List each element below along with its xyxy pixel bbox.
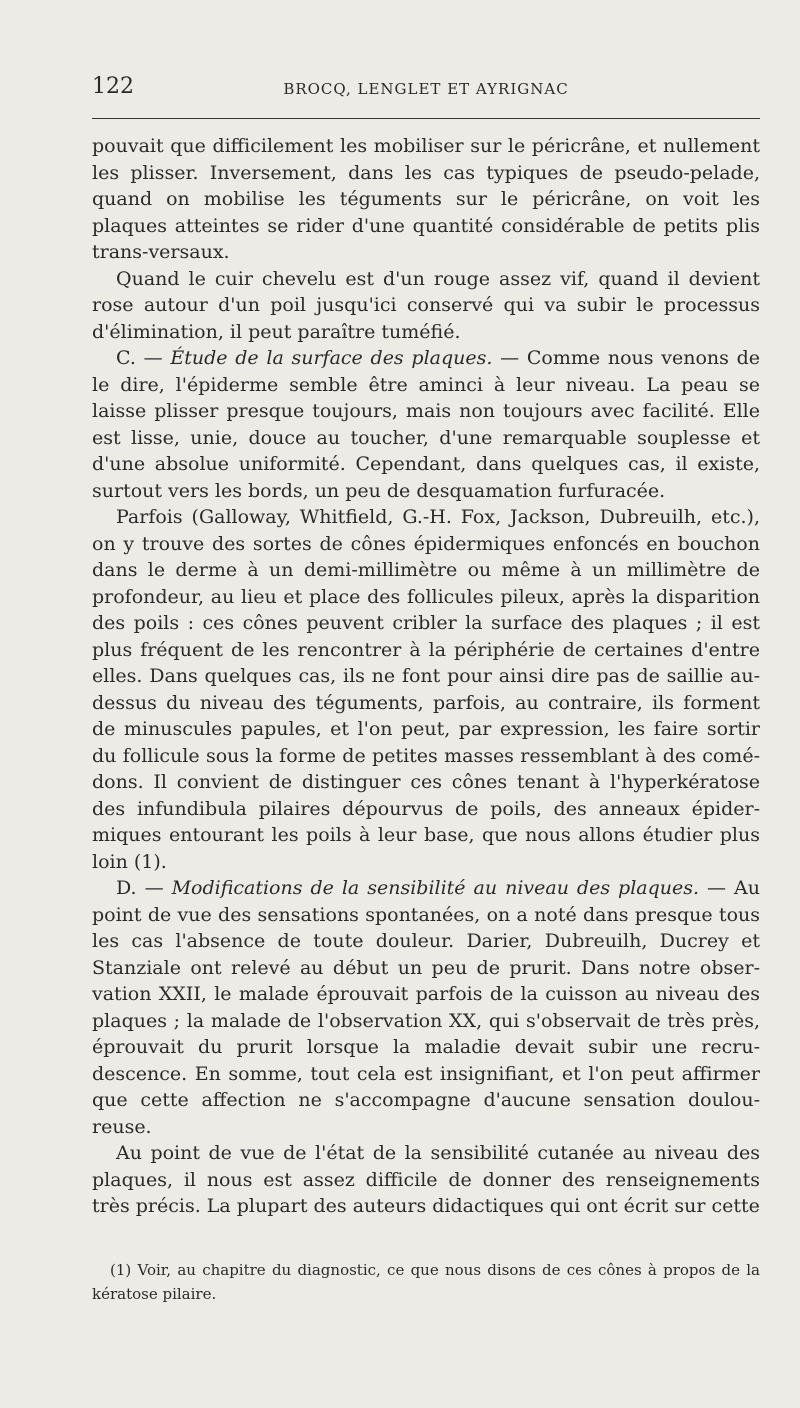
- section-paragraph: [92, 875, 760, 1140]
- paragraph: Parfois (Galloway, Whitfield, G.-H. Fox, Jackson, Dubreuilh, etc.), on y trouve des sortes de cônes épidermiques enfoncés en bouchon dans le derme à un demi-millimètre ou même à un millimètre de profondeur, au lieu et place des follicules pileux, après la disparition des poils : ces cônes peuvent cribler la surface des plaques ; il est plus fréquent de les rencontrer à la périphérie de certaines d'entre elles. Dans quelques cas, ils ne font pour ainsi dire pas de saillie au-dessus du niveau des téguments, parfois, au contraire, ils forment de minuscules papules, et l'on peut, par expression, les faire sortir du follicule sous la forme de petites masses ressemblant à des comé-dons. Il convient de distinguer ces cônes tenant à l'hyperkératose des infundibula pilaires dépourvus de poils, des anneaux épider-miques entourant les poils à leur base, que nous allons étudier plus loin (1).: [92, 506, 760, 873]
- section-title: Étude de la surface des plaques.: [170, 347, 493, 369]
- section-paragraph: [92, 345, 760, 504]
- section-lead: D. —: [116, 877, 172, 899]
- section-text: — Comme nous venons de le dire, l'épiderme semble être aminci à leur niveau. La peau se laisse plisser presque toujours, mais non toujours avec facilité. Elle est lisse, unie, douce au toucher, d'une remarquable souplesse et d'une absolue uniformité. Cependant, dans quelques cas, il existe, surtout vers les bords, un peu de desquamation furfuracée.: [92, 347, 761, 502]
- running-head: BROCQ, LENGLET ET AYRIGNAC: [283, 80, 569, 98]
- page-number: 122: [92, 74, 134, 99]
- section-title: Modifications de la sensibilité au niveau des plaques.: [171, 877, 700, 899]
- paragraph: Quand le cuir chevelu est d'un rouge assez vif, quand il devient rose autour d'un poil jusqu'ici conservé qui va subir le processus d'élimination, il peut paraître tuméfié.: [92, 267, 760, 343]
- section-lead: C. —: [116, 347, 171, 369]
- footnote: (1) Voir, au chapitre du diagnostic, ce que nous disons de ces cônes à propos de la kératose pilaire.: [92, 1261, 760, 1303]
- page-header: [92, 74, 760, 104]
- paragraph: Au point de vue de l'état de la sensibilité cutanée au niveau des plaques, il nous est assez difficile de donner des renseignements très précis. La plupart des auteurs didactiques qui ont écrit sur cette: [92, 1142, 760, 1217]
- footnotes: [92, 1258, 760, 1306]
- paragraph: pouvait que difficilement les mobiliser sur le péricrâne, et nullement les plisser. Inversement, dans les cas typiques de pseudo-pelade, quand on mobilise les téguments sur le péricrâne, on voit les plaques atteintes se rider d'une quantité considérable de petits plis trans-versaux.: [92, 135, 760, 263]
- body-text: [92, 133, 760, 1220]
- section-text: — Au point de vue des sensations spontanées, on a noté dans presque tous les cas l'absence de toute douleur. Darier, Dubreuilh, Ducrey et Stanziale ont relevé au début un peu de prurit. Dans notre obser-vation XXII, le malade éprouvait parfois de la cuisson au niveau des plaques ; la malade de l'observation XX, qui s'observait de très près, éprouvait du prurit lorsque la maladie devait subir une recru-descence. En somme, tout cela est insignifiant, et l'on peut affirmer que cette affection ne s'accompagne d'aucune sensation doulou-reuse.: [92, 877, 760, 1138]
- header-rule: [92, 118, 760, 119]
